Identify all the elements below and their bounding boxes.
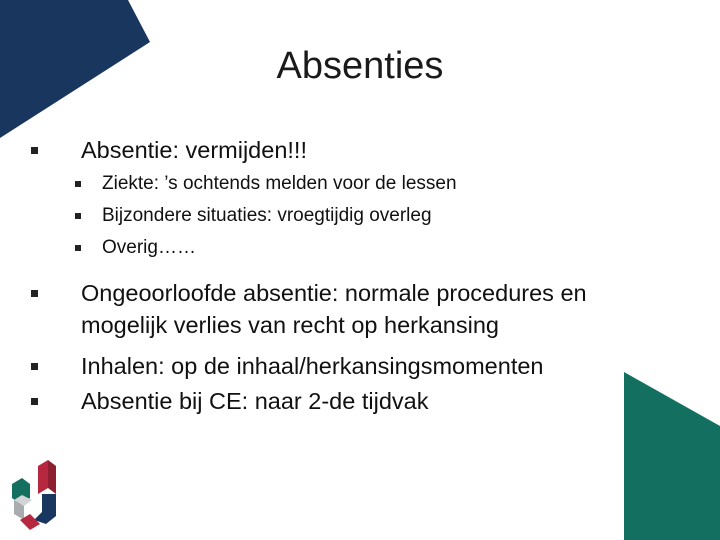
square-bullet-icon bbox=[75, 245, 81, 251]
bullet-item: Ongeoorloofde absentie: normale procedures en bbox=[81, 280, 587, 306]
bullet-item: Absentie: vermijden!!! bbox=[81, 137, 307, 163]
square-bullet-icon bbox=[75, 213, 81, 219]
bullet-item-continuation: mogelijk verlies van recht op herkansing bbox=[81, 312, 499, 338]
sub-bullet-item: Overig…… bbox=[102, 237, 196, 258]
sub-bullet-item: Ziekte: ’s ochtends melden voor de lessen bbox=[102, 173, 457, 194]
square-bullet-icon bbox=[31, 290, 38, 297]
square-bullet-icon bbox=[75, 181, 81, 187]
square-bullet-icon bbox=[31, 147, 38, 154]
square-bullet-icon bbox=[31, 398, 38, 405]
sub-bullet-item: Bijzondere situaties: vroegtijdig overleg bbox=[102, 205, 432, 226]
slide-title: Absenties bbox=[276, 45, 444, 87]
bullet-item: Absentie bij CE: naar 2-de tijdvak bbox=[81, 388, 429, 414]
square-bullet-icon bbox=[31, 363, 38, 370]
bullet-item: Inhalen: op de inhaal/herkansingsmomenten bbox=[81, 353, 544, 379]
